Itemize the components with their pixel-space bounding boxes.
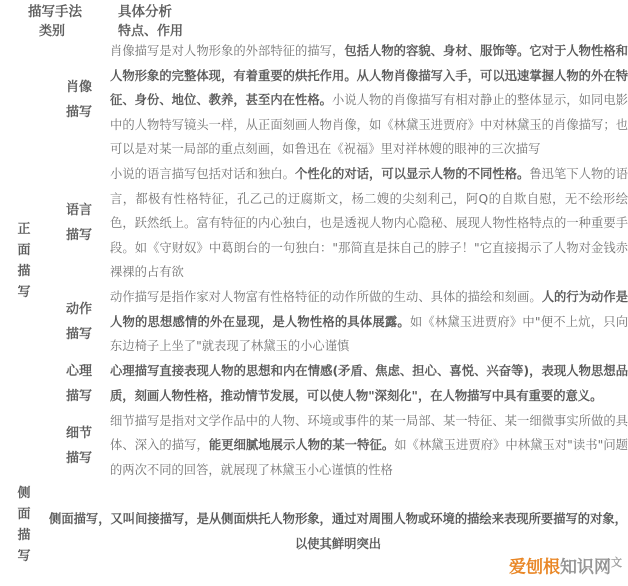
watermark-brand-orange: 爱刨根 [509,558,560,578]
category-line: 细节 [65,425,92,441]
table-row [0,409,628,483]
watermark-tail: 文 [611,556,622,570]
header-describe-method: 描写手法 [28,4,82,20]
paragraph-detail: 细节描写是指对文学作品中的人物、环境或事件的某一局部、某一特征、某一细微事实所做的具体、深入的描写，能更细腻地展示人物的某一特征。如《林黛玉进贾府》中林黛玉对"读书"问题的两次不同的回答，就展现了林黛玉小心谨慎的性格 [110,413,628,477]
group-label-char: 描 [17,263,31,279]
header-specific-analysis: 具体分析 [118,4,172,20]
category-cell-portrait [48,39,110,162]
category-cell-psychology [48,359,110,409]
category-line: 动作 [65,301,92,317]
watermark-brand-gray: 知识网 [560,558,611,578]
paragraph-psychology: 心理描写直接表现人物的思想和内在情感(矛盾、焦虑、担心、喜悦、兴奋等)，表现人物思想品质，刻画人物性格，推动情节发展，可以使人物"深刻化"，在人物描写中具有重要的意义。 [110,364,628,403]
table-row [0,285,628,359]
paragraph-action: 动作描写是指作家对人物富有性格特征的动作所做的生动、具体的描绘和刻画。人的行为动作是人物的思想感情的外在显现，是人物性格的具体展露。如《林黛玉进贾府》中"便不上炕，只向东边椅子上坐了"就表现了林黛玉的小心谨慎 [110,289,628,354]
group-label-front-description [0,39,48,483]
header-category: 类别 [38,24,65,39]
paragraph-language: 小说的语言描写包括对话和独白。个性化的对话，可以显示人物的不同性格。鲁迅笔下人物的语言，都极有性格特征，孔乙己的迂腐斯文，杨二嫂的尖刻利己，阿Q的自欺自慰，无不绘形绘色，跃然纸上。富有特征的内心独白，也是透视人物内心隐秘、展现人物性格特点的一种重要手段。如《守财奴》中葛朗台的一句独白："那简直是抹自己的脖子！"它直接揭示了人物对金钱赤裸裸的占有欲 [110,166,628,280]
category-line: 描写 [65,388,92,404]
category-line: 语言 [65,203,92,219]
group-label-char: 面 [17,506,31,522]
category-line: 描写 [65,105,92,121]
category-line: 描写 [65,326,92,342]
site-watermark [509,553,622,578]
category-line: 心理 [65,363,92,379]
header-features-function: 特点、作用 [118,24,184,39]
table-header-main-row [0,0,628,20]
paragraph-portrait: 肖像描写是对人物形象的外部特征的描写，包括人物的容貌、身材、服饰等。它对于人物性格和人物形象的完整体现，有着重要的烘托作用。从人物肖像描写入手，可以迅速掌握人物的外在特征、身份、地位、教养，甚至内在性格。小说人物的肖像描写有相对静止的整体显示，如同电影中的人物特写镜头一样，从正面刻画人物肖像，如《林黛玉进贾府》中对林黛玉的肖像描写；也可以是对某一局部的重点刻画，如鲁迅在《祝福》里对祥林嫂的眼神的三次描写 [110,44,628,157]
table-row [0,162,628,285]
category-line: 描写 [65,450,92,466]
table-row [0,39,628,162]
category-line: 描写 [65,228,92,244]
group-label-char: 写 [17,548,31,564]
category-cell-detail [48,409,110,483]
group-label-char: 描 [17,527,31,543]
table-row [0,359,628,409]
table-header-sub-row [0,20,628,39]
category-line: 肖像 [65,80,92,96]
category-cell-language [48,162,110,285]
paragraph-side-description: 侧面描写，又叫间接描写，是从侧面烘托人物形象，通过对周围人物或环境的描绘来表现所要描写的对象，以使其鲜明突出 [49,511,627,551]
group-label-char: 正 [17,221,31,237]
category-cell-action [48,285,110,359]
group-label-char: 侧 [17,485,31,501]
group-label-char: 面 [17,242,31,258]
group-label-char: 写 [17,284,31,300]
group-label-side-description [0,483,48,567]
